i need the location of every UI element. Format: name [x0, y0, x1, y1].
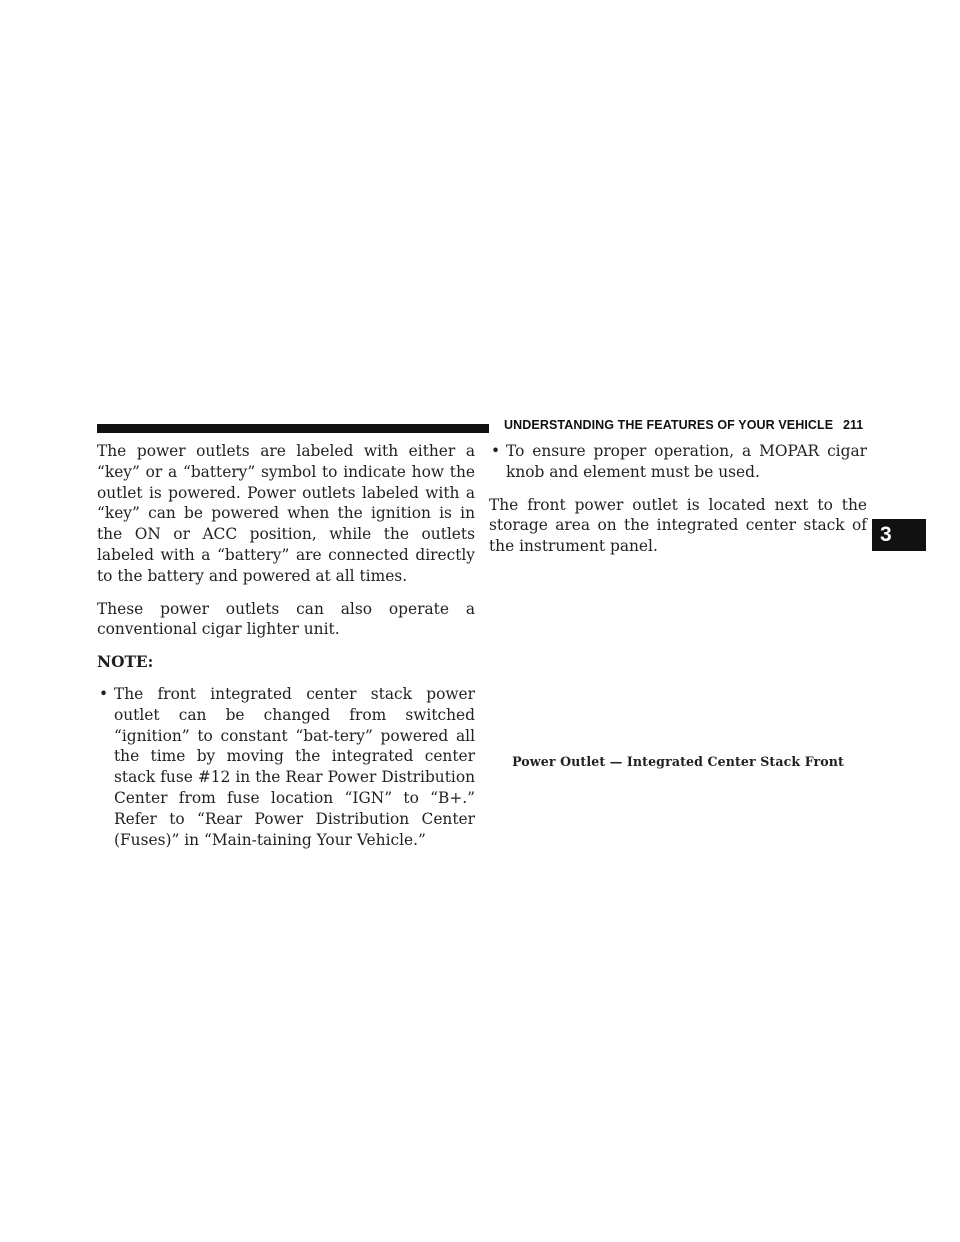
right-column: [489, 441, 867, 569]
bullet-dot: •: [99, 684, 109, 703]
note-label: NOTE:: [97, 653, 154, 672]
paragraph-outlet-location: The front power outlet is located next to the storage area on the integrated center stack of the instrument panel.: [489, 495, 867, 556]
paragraph-cigar-lighter: These power outlets can also operate a conventional cigar lighter unit.: [97, 599, 475, 639]
bullet-fuse-change: [97, 684, 475, 850]
chapter-tab: 3: [872, 519, 926, 551]
page-number: 211: [843, 418, 864, 432]
bullet-text: The front integrated center stack power outlet can be changed from switched “ignition” to constant “bat-tery” powered all the time by moving the integrated center stack fuse #12 in the Rear Power Distribution Center from fuse location “IGN” to “B+.” Refer to “Rear Power Distribution Center (Fuses)” in “Main-taining Your Vehicle.”: [114, 684, 475, 849]
bullet-mopar-knob: [489, 441, 867, 483]
header-rule-bar: [97, 424, 489, 433]
figure-caption: Power Outlet — Integrated Center Stack Front: [512, 754, 844, 769]
section-title: UNDERSTANDING THE FEATURES OF YOUR VEHICLE: [504, 418, 834, 432]
left-column: [97, 441, 475, 862]
bullet-dot: •: [491, 442, 501, 460]
paragraph-outlet-labels: The power outlets are labeled with either a “key” or a “battery” symbol to indicate how the outlet is powered. Power outlets labeled with a “key” can be powered when the ignition is in the ON or ACC position, while the outlets labeled with a “battery” are connected directly to the battery and powered at all times.: [97, 442, 475, 585]
bullet-text: To ensure proper operation, a MOPAR cigar knob and element must be used.: [506, 442, 867, 481]
